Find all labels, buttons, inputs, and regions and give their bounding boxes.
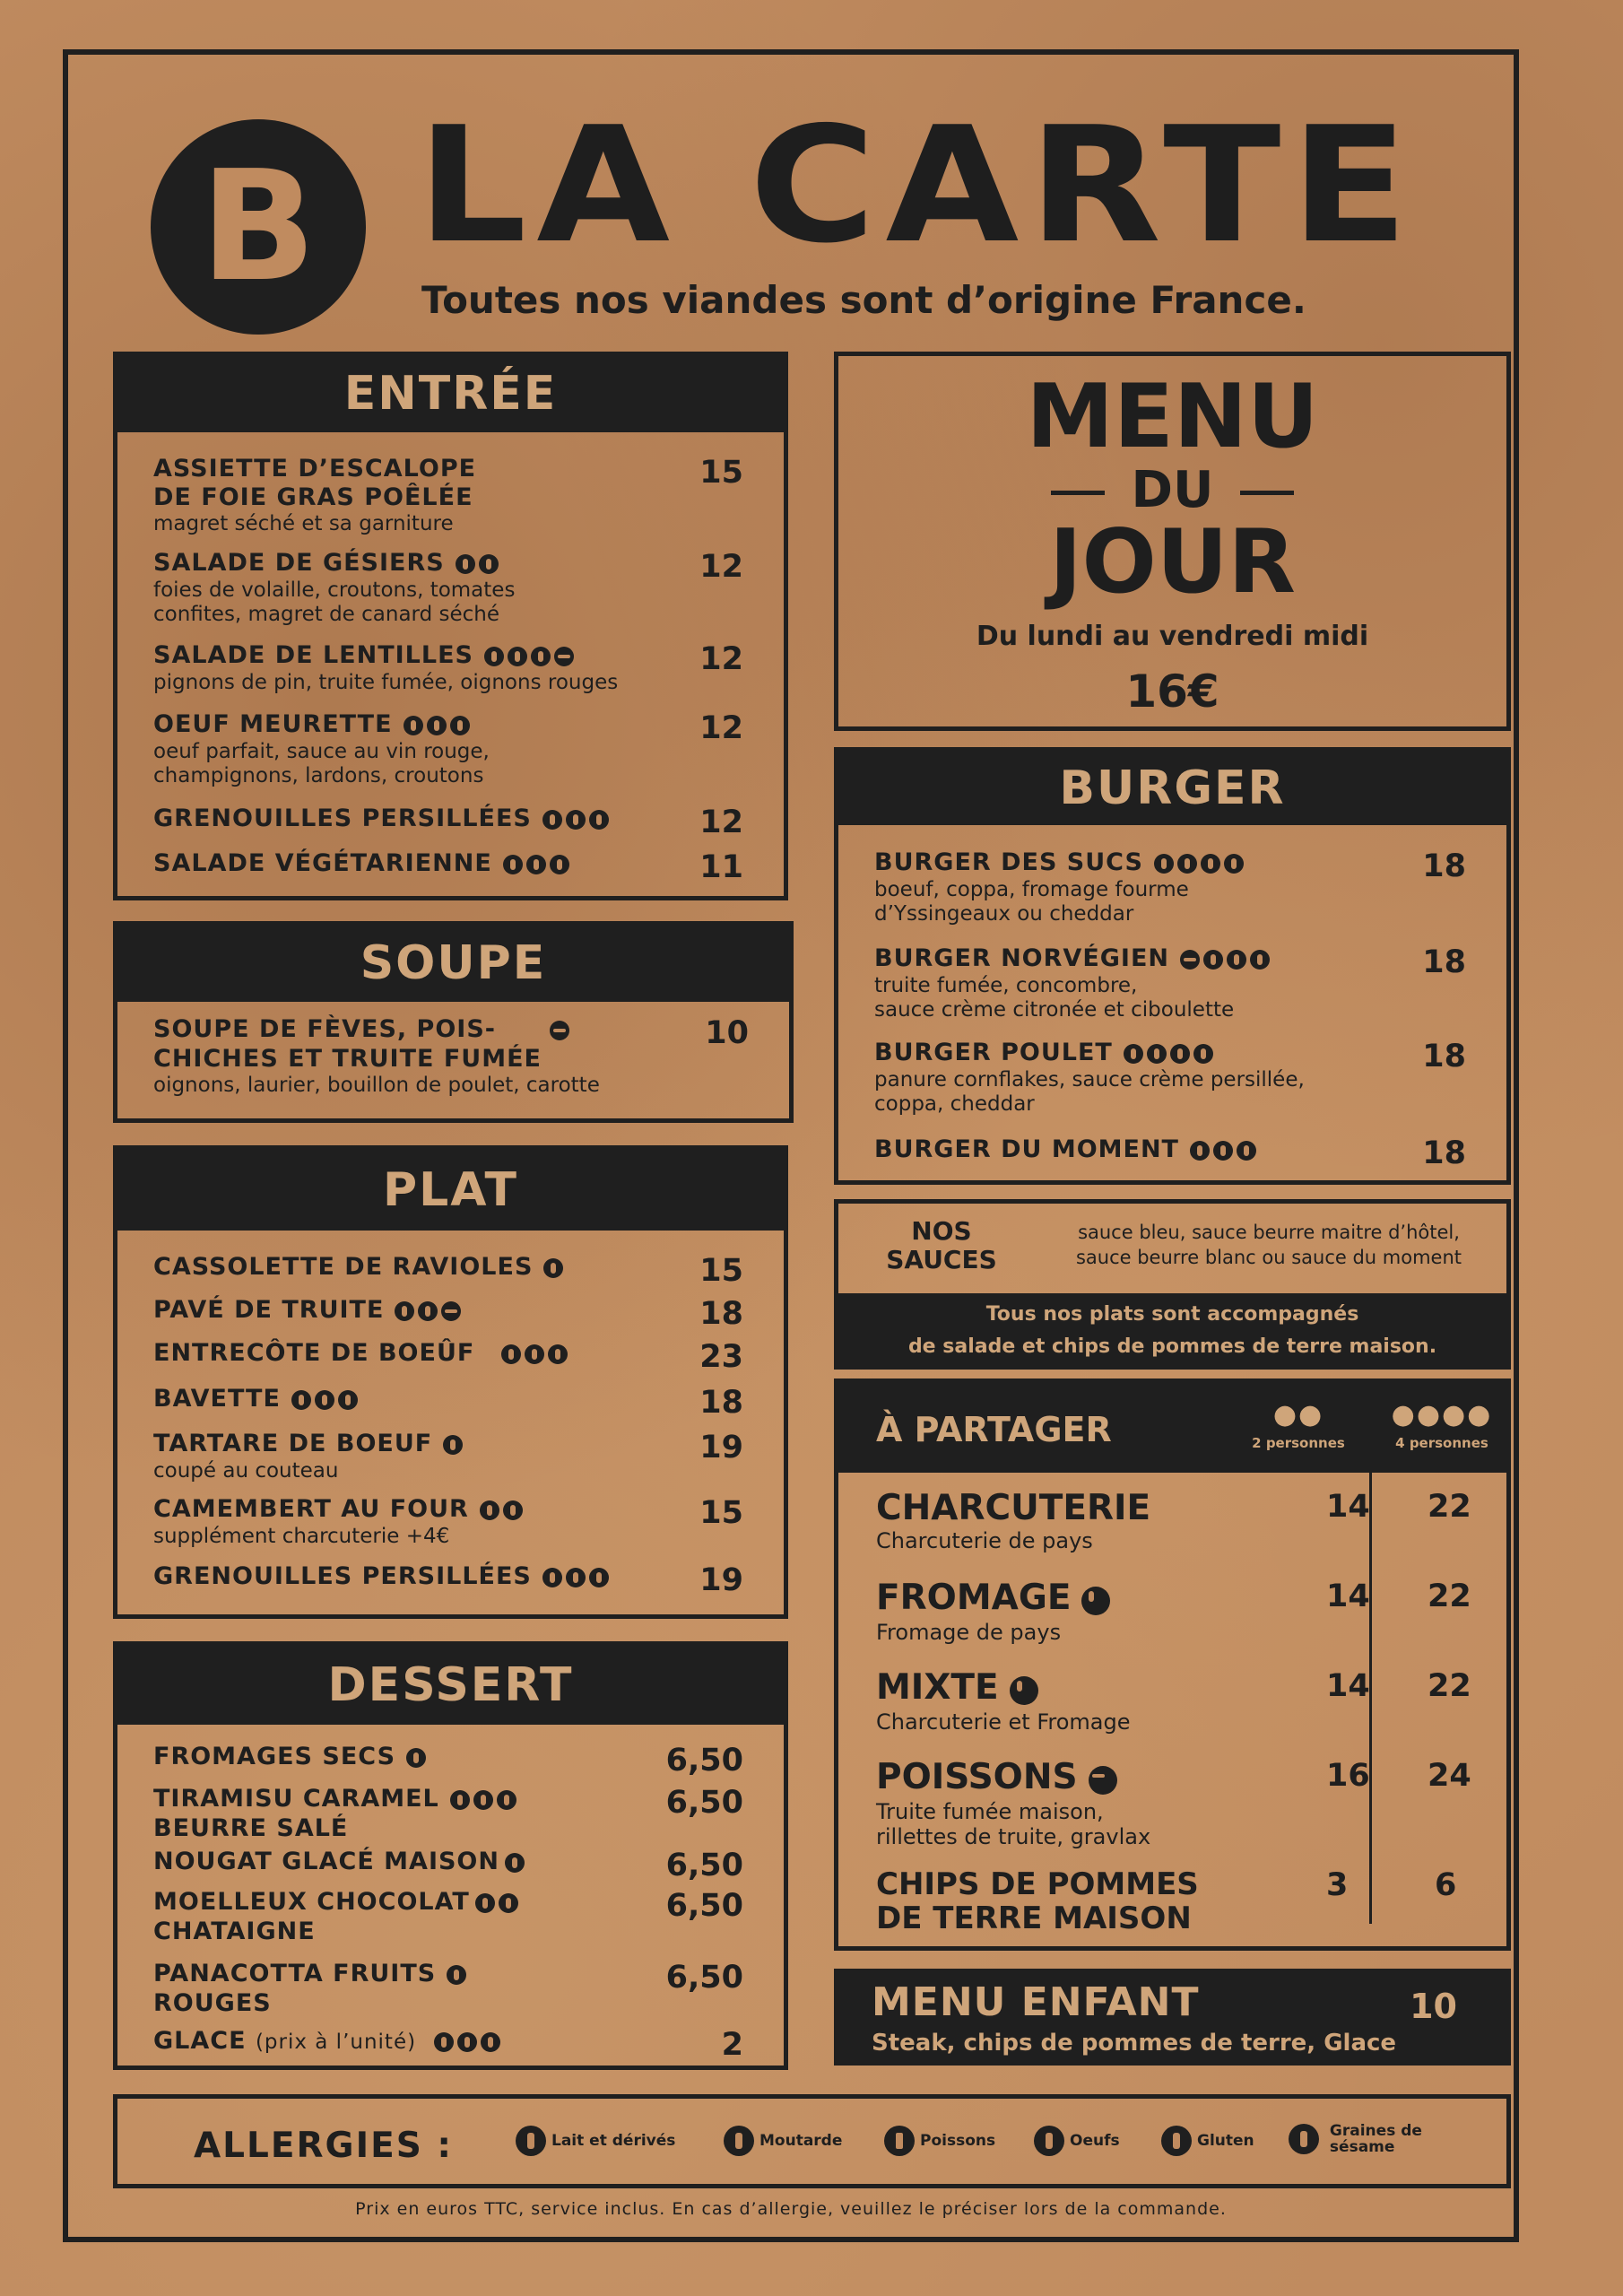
section-title: PLAT xyxy=(117,1150,784,1231)
section-title: SOUPE xyxy=(117,926,789,1002)
menu-item xyxy=(153,710,743,788)
item-desc: panure cornflakes, sauce crème persillée, xyxy=(874,1067,1305,1091)
item-price: 6,50 xyxy=(665,1743,743,1779)
milk-icon xyxy=(542,810,562,830)
menu-item xyxy=(153,1888,743,1946)
share-item xyxy=(876,1578,1471,1645)
allergen-gluten xyxy=(1161,2126,1254,2156)
item-name: BEURRE SALÉ xyxy=(153,1813,349,1842)
section-sauces xyxy=(834,1199,1511,1370)
item-desc: coppa, cheddar xyxy=(874,1091,1035,1116)
item-name: BURGER NORVÉGIEN xyxy=(874,944,1170,972)
menu-item xyxy=(153,1960,743,2018)
price-4-personnes: 24 xyxy=(1428,1758,1471,1794)
item-name: DE TERRE MAISON xyxy=(876,1900,1192,1936)
item-price: 12 xyxy=(699,710,743,746)
section-dessert xyxy=(113,1641,788,2070)
section-burger xyxy=(834,747,1511,1185)
price-2-personnes: 14 xyxy=(1326,1668,1370,1704)
allergen-icons xyxy=(404,711,473,740)
section-partager xyxy=(834,1378,1511,1951)
sauces-label xyxy=(874,1217,1009,1274)
egg-icon xyxy=(291,1390,311,1410)
item-name: OEUF MEURETTE xyxy=(153,710,393,738)
item-price: 18 xyxy=(1422,944,1466,980)
allergen-icons xyxy=(542,805,612,834)
fish-icon xyxy=(1180,950,1200,970)
gluten-icon xyxy=(525,1344,544,1364)
allergen-sesame xyxy=(1289,2123,1422,2155)
menu-enfant-title: MENU ENFANT xyxy=(872,1979,1200,2025)
four-people-icon: ●●●● xyxy=(1391,1399,1493,1431)
milk-icon xyxy=(516,2126,546,2156)
allergen-lait xyxy=(516,2126,675,2156)
footer-note: Prix en euros TTC, service inclus. En cas d’allergie, veuillez le préciser lors de la commande. xyxy=(355,2199,1227,2219)
item-name: ROUGES xyxy=(153,1988,272,2017)
item-desc: oignons, laurier, bouillon de poulet, carotte xyxy=(153,1073,600,1097)
gluten-icon xyxy=(427,716,447,735)
egg-icon xyxy=(550,855,569,874)
fish-icon xyxy=(441,1301,461,1321)
milk-icon xyxy=(447,1965,466,1985)
allergen-icons xyxy=(1154,849,1247,878)
item-name: ASSIETTE D’ESCALOPE xyxy=(153,455,477,483)
menu-du-jour-du-text: DU xyxy=(1131,461,1214,519)
section-menu-du-jour xyxy=(834,352,1511,731)
egg-icon xyxy=(479,554,499,574)
item-name: PANACOTTA FRUITS xyxy=(153,1960,437,1987)
milk-icon xyxy=(1170,1044,1190,1064)
egg-icon xyxy=(1034,2126,1064,2156)
col-label: 4 personnes xyxy=(1395,1435,1488,1451)
allergen-label: Lait et dérivés xyxy=(551,2132,676,2150)
gluten-icon xyxy=(566,810,586,830)
item-price: 15 xyxy=(699,1495,743,1531)
item-price: 18 xyxy=(1422,848,1466,884)
allergies-title: ALLERGIES : xyxy=(194,2126,453,2166)
gluten-icon xyxy=(456,554,475,574)
price-4-personnes: 6 xyxy=(1435,1867,1457,1903)
col-2-personnes xyxy=(1240,1396,1357,1451)
menu-item xyxy=(153,1385,743,1421)
menu-item xyxy=(153,804,743,840)
menu-item xyxy=(153,1015,749,1098)
egg-icon xyxy=(501,1344,521,1364)
item-name: PAVÉ DE TRUITE xyxy=(153,1296,385,1324)
gluten-icon xyxy=(566,1568,586,1587)
item-desc: oeuf parfait, sauce au vin rouge, xyxy=(153,739,490,763)
item-price: 18 xyxy=(699,1296,743,1332)
allergen-moutarde xyxy=(724,2126,842,2156)
item-desc: Fromage de pays xyxy=(876,1619,1062,1645)
item-name: FROMAGES SECS xyxy=(153,1743,396,1770)
menu-item xyxy=(874,848,1466,926)
fish-icon xyxy=(554,647,574,666)
gluten-icon xyxy=(1161,2126,1192,2156)
item-price: 10 xyxy=(705,1015,749,1051)
menu-enfant-price: 10 xyxy=(1410,1987,1457,2026)
allergen-icons xyxy=(1081,1580,1114,1620)
menu-item xyxy=(153,1562,743,1598)
item-name: SALADE DE LENTILLES xyxy=(153,641,473,669)
menu-item xyxy=(153,455,743,536)
page-subtitle: Toutes nos viandes sont d’origine France. xyxy=(421,278,1306,322)
allergen-label-line: Graines de xyxy=(1329,2122,1422,2140)
allergen-icons xyxy=(450,1786,520,1814)
item-price: 19 xyxy=(699,1562,743,1598)
egg-icon xyxy=(589,810,609,830)
item-name: DE FOIE GRAS POÊLÉE xyxy=(153,483,473,511)
item-price: 23 xyxy=(699,1339,743,1375)
item-name: MIXTE xyxy=(876,1667,999,1708)
allergen-label: Moutarde xyxy=(759,2132,843,2150)
menu-du-jour-price: 16€ xyxy=(1125,665,1219,718)
egg-icon xyxy=(1147,1044,1167,1064)
milk-icon xyxy=(542,1568,562,1587)
item-name: GRENOUILLES PERSILLÉES xyxy=(153,1562,532,1590)
gluten-icon xyxy=(526,855,546,874)
item-name: FROMAGE xyxy=(876,1578,1072,1618)
allergen-icons xyxy=(475,1889,522,1918)
section-title: DESSERT xyxy=(117,1646,784,1725)
menu-item xyxy=(153,1785,743,1843)
share-item xyxy=(876,1758,1471,1849)
allergen-oeufs xyxy=(1034,2126,1120,2156)
price-2-personnes: 14 xyxy=(1326,1489,1370,1525)
item-desc: Charcuterie de pays xyxy=(876,1528,1093,1553)
fish-icon xyxy=(550,1021,569,1040)
item-name: SOUPE DE FÈVES, POIS- xyxy=(153,1015,496,1043)
allergen-icons xyxy=(543,1254,567,1283)
item-price: 12 xyxy=(699,641,743,677)
item-desc: boeuf, coppa, fromage fourme xyxy=(874,877,1189,901)
item-name: CHARCUTERIE xyxy=(876,1488,1151,1528)
item-price: 6,50 xyxy=(665,1960,743,1996)
allergen-icons xyxy=(1190,1136,1260,1165)
allergen-icons xyxy=(1010,1670,1042,1709)
milk-icon xyxy=(418,1301,438,1321)
mustard-icon xyxy=(1224,854,1244,874)
item-price: 12 xyxy=(699,804,743,840)
milk-icon xyxy=(1203,950,1223,970)
price-2-personnes: 3 xyxy=(1326,1867,1349,1903)
item-desc: Truite fumée maison, xyxy=(876,1798,1104,1824)
item-name: BAVETTE xyxy=(153,1385,281,1413)
item-price: 19 xyxy=(699,1430,743,1465)
price-4-personnes: 22 xyxy=(1428,1668,1471,1704)
sauces-label-line: SAUCES xyxy=(886,1245,997,1274)
item-name: SALADE DE GÉSIERS xyxy=(153,549,445,577)
item-name: ENTRECÔTE DE BOEÛF xyxy=(153,1339,475,1367)
item-name: SALADE VÉGÉTARIENNE xyxy=(153,849,492,877)
milk-icon xyxy=(481,2032,500,2052)
item-desc: Charcuterie et Fromage xyxy=(876,1709,1131,1735)
gluten-icon xyxy=(1177,854,1197,874)
item-desc: coupé au couteau xyxy=(153,1458,339,1483)
menu-du-jour-jour: JOUR xyxy=(1049,511,1296,613)
mustard-icon xyxy=(1250,950,1270,970)
price-4-personnes: 22 xyxy=(1428,1489,1471,1525)
sesame-icon xyxy=(1289,2124,1319,2154)
section-entree xyxy=(113,352,788,900)
allergen-label: Oeufs xyxy=(1070,2132,1120,2150)
milk-icon xyxy=(404,716,423,735)
divider xyxy=(1051,491,1105,495)
item-price: 6,50 xyxy=(665,1785,743,1821)
section-title: ENTRÉE xyxy=(117,356,784,432)
sauces-desc-line: sauce beurre blanc ou sauce du moment xyxy=(1075,1247,1462,1268)
section-plat xyxy=(113,1145,788,1619)
allergen-icons xyxy=(447,1961,470,1989)
menu-du-jour-days: Du lundi au vendredi midi xyxy=(976,621,1369,652)
gluten-icon xyxy=(1213,1141,1233,1161)
accompaniment-note xyxy=(834,1293,1511,1370)
menu-enfant-desc: Steak, chips de pommes de terre, Glace xyxy=(872,2030,1397,2057)
price-2-personnes: 14 xyxy=(1326,1578,1370,1614)
item-desc: magret séché et sa garniture xyxy=(153,512,454,535)
allergen-label: Poissons xyxy=(920,2132,996,2150)
allergen-icons xyxy=(456,550,502,578)
menu-du-jour-du xyxy=(838,461,1506,519)
page-title: LA CARTE xyxy=(417,92,1419,278)
item-name: GLACE xyxy=(153,2027,247,2055)
egg-icon xyxy=(434,2032,454,2052)
menu-item xyxy=(153,641,743,695)
allergen-icons xyxy=(434,2028,504,2057)
mustard-icon xyxy=(338,1390,358,1410)
egg-icon xyxy=(395,1301,414,1321)
allergen-poissons xyxy=(884,2126,995,2156)
sauces-desc-line: sauce bleu, sauce beurre maitre d’hôtel, xyxy=(1078,1222,1460,1243)
accompaniment-line: de salade et chips de pommes de terre maison. xyxy=(907,1335,1437,1358)
gluten-icon xyxy=(473,1790,493,1810)
item-price: 12 xyxy=(699,549,743,585)
sesame-icon xyxy=(1190,1141,1210,1161)
menu-item xyxy=(153,549,743,627)
item-name: CASSOLETTE DE RAVIOLES xyxy=(153,1253,534,1281)
milk-icon xyxy=(1010,1676,1038,1705)
egg-icon xyxy=(497,1790,516,1810)
item-name: NOUGAT GLACÉ MAISON xyxy=(153,1848,499,1875)
menu-item xyxy=(874,1039,1466,1117)
fish-icon xyxy=(884,2126,915,2156)
item-name: POISSONS xyxy=(876,1757,1078,1797)
item-price: 2 xyxy=(721,2027,743,2063)
allergen-icons xyxy=(291,1386,361,1414)
item-name: GRENOUILLES PERSILLÉES xyxy=(153,804,532,832)
item-name: MOELLEUX CHOCOLAT xyxy=(153,1888,470,1916)
item-desc: rillettes de truite, gravlax xyxy=(876,1823,1151,1849)
item-name: CHATAIGNE xyxy=(153,1917,316,1945)
gluten-icon xyxy=(315,1390,334,1410)
item-desc: confites, magret de canard séché xyxy=(153,602,500,626)
item-desc: pignons de pin, truite fumée, oignons rouges xyxy=(153,670,619,694)
allergen-icons xyxy=(480,1496,526,1525)
sesame-icon xyxy=(503,855,523,874)
section-soupe xyxy=(113,921,794,1123)
egg-icon xyxy=(589,1568,609,1587)
item-desc: truite fumée, concombre, xyxy=(874,973,1138,997)
item-name: CHIPS DE POMMES xyxy=(876,1866,1199,1902)
allergen-icons xyxy=(1124,1039,1217,1068)
sesame-icon xyxy=(1124,1044,1143,1064)
menu-item xyxy=(153,1253,743,1289)
menu-item xyxy=(153,849,743,885)
menu-item xyxy=(874,1135,1466,1171)
item-price: 15 xyxy=(699,1253,743,1289)
item-desc: champignons, lardons, croutons xyxy=(153,763,484,787)
milk-icon xyxy=(475,1893,495,1913)
gluten-icon xyxy=(480,1500,499,1520)
allergen-icons xyxy=(550,1016,573,1045)
item-price: 18 xyxy=(1422,1039,1466,1074)
sauces-label-line: NOS xyxy=(911,1216,972,1246)
logo xyxy=(151,119,366,335)
mustard-icon xyxy=(548,1344,568,1364)
menu-item xyxy=(153,1430,743,1483)
item-name: BURGER POULET xyxy=(874,1039,1113,1066)
allergen-label-line: sésame xyxy=(1329,2138,1395,2156)
section-title: BURGER xyxy=(838,752,1506,825)
milk-icon xyxy=(450,1790,470,1810)
sesame-icon xyxy=(484,647,504,666)
allergen-icons xyxy=(542,1563,612,1592)
partager-header xyxy=(838,1383,1506,1473)
item-desc: d’Yssingeaux ou cheddar xyxy=(874,901,1134,926)
gluten-icon xyxy=(1193,1044,1213,1064)
accompaniment-line: Tous nos plats sont accompagnés xyxy=(985,1303,1359,1326)
share-item xyxy=(876,1668,1471,1735)
item-price: 11 xyxy=(699,849,743,885)
two-people-icon: ●● xyxy=(1272,1399,1324,1431)
menu-item xyxy=(153,2027,743,2063)
allergies-legend xyxy=(113,2094,1511,2188)
mustard-icon xyxy=(724,2126,754,2156)
item-price: 6,50 xyxy=(665,1888,743,1924)
milk-icon xyxy=(1201,854,1220,874)
allergen-icons xyxy=(503,850,573,879)
price-4-personnes: 22 xyxy=(1428,1578,1471,1614)
price-2-personnes: 16 xyxy=(1326,1758,1370,1794)
item-price: 18 xyxy=(1422,1135,1466,1171)
egg-icon xyxy=(1154,854,1174,874)
allergen-icons xyxy=(1089,1760,1121,1799)
fish-icon xyxy=(1089,1766,1117,1795)
allergen-icons xyxy=(501,1340,571,1369)
item-name: CHICHES ET TRUITE FUMÉE xyxy=(153,1044,542,1073)
milk-icon xyxy=(1237,1141,1256,1161)
menu-item xyxy=(874,944,1466,1022)
gluten-icon xyxy=(457,2032,477,2052)
item-name: TARTARE DE BOEUF xyxy=(153,1430,433,1457)
milk-icon xyxy=(406,1748,426,1768)
milk-icon xyxy=(543,1258,563,1278)
menu-item xyxy=(153,1743,743,1779)
item-name: TIRAMISU CARAMEL xyxy=(153,1785,439,1813)
item-desc: foies de volaille, croutons, tomates xyxy=(153,578,516,602)
allergen-icons xyxy=(484,642,577,671)
item-price: 18 xyxy=(699,1385,743,1421)
section-title: À PARTAGER xyxy=(876,1410,1112,1449)
allergen-icons xyxy=(1180,945,1273,974)
allergen-icons xyxy=(505,1848,528,1877)
allergen-icons xyxy=(443,1431,466,1459)
item-desc: sauce crème citronée et ciboulette xyxy=(874,997,1235,1022)
egg-icon xyxy=(499,1893,518,1913)
section-menu-enfant xyxy=(834,1969,1511,2066)
logo-letter: B xyxy=(200,138,317,316)
allergen-label: Gluten xyxy=(1197,2132,1254,2150)
item-price: 6,50 xyxy=(665,1848,743,1883)
menu-item xyxy=(153,1848,743,1883)
col-label: 2 personnes xyxy=(1252,1435,1345,1451)
allergen-icons xyxy=(406,1744,430,1772)
item-desc: supplément charcuterie +4€ xyxy=(153,1524,450,1548)
egg-icon xyxy=(503,1500,523,1520)
allergen-label xyxy=(1330,2123,1422,2155)
col-4-personnes xyxy=(1384,1396,1500,1451)
item-name: BURGER DU MOMENT xyxy=(874,1135,1179,1163)
item-name: CAMEMBERT AU FOUR xyxy=(153,1495,469,1523)
gluten-icon xyxy=(1227,950,1246,970)
mustard-icon xyxy=(531,647,551,666)
share-item xyxy=(876,1867,1471,1935)
item-name: BURGER DES SUCS xyxy=(874,848,1143,876)
egg-icon xyxy=(505,1853,525,1873)
menu-item xyxy=(153,1296,743,1332)
menu-item xyxy=(153,1339,743,1375)
menu-item xyxy=(153,1495,743,1549)
egg-icon xyxy=(450,716,470,735)
share-item xyxy=(876,1489,1471,1553)
menu-du-jour-title: MENU xyxy=(1026,366,1319,468)
item-price: 15 xyxy=(699,455,743,491)
sauces-desc xyxy=(1063,1220,1475,1270)
divider xyxy=(1240,491,1294,495)
egg-icon xyxy=(443,1435,463,1455)
item-note: (prix à l’unité) xyxy=(255,2031,417,2054)
allergen-icons xyxy=(395,1297,464,1326)
gluten-icon xyxy=(508,647,527,666)
milk-icon xyxy=(1081,1587,1110,1615)
